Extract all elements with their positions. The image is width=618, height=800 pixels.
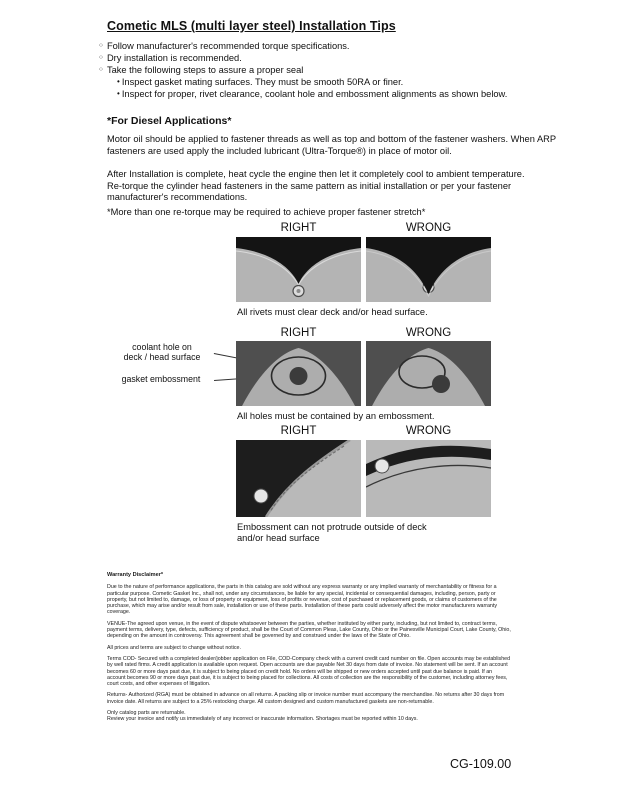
right-label: RIGHT: [280, 425, 317, 437]
circle-bullet-icon: ○: [99, 66, 103, 73]
list-item-text: Take the following steps to assure a proper seal: [106, 65, 304, 75]
rivet-right-diagram: [236, 237, 361, 302]
disclaimer-paragraph: Terms COD- Secured with a completed dealer/jobber application on File, COD-Company check with a current credit card number on file. Open accounts may be established by well rated firms. A credit application is available upon request. Open accounts are due payable Net 30 days from date of invoice. No statement will be sent. If an account becomes 60 or more days past due, it is subject to being placed on credit hold. No orders will be shipped or new orders accepted until past due balance is paid. If an account becomes 90 or more days past due, it is subject to being placed for collections. All costs of collection are the responsibility of the customer, including attorney fees, court costs, and other expenses of litigation.: [107, 655, 511, 688]
list-item: [99, 64, 579, 76]
list-item: [99, 52, 579, 64]
callout-line: deck / head surface: [123, 352, 201, 362]
rivet-caption: All rivets must clear deck and/or head surface.: [237, 307, 428, 317]
retorque-note: *More than one re-torque may be required to achieve proper fastener stretch*: [107, 207, 426, 217]
list-item: [99, 40, 579, 52]
gasket-embossment-callout: gasket embossment: [121, 374, 201, 384]
heat-cycle-paragraph: After Installation is complete, heat cycle the engine then let it completely cool to ambient temperature. Re-torque the cylinder head fasteners in the same pattern as initial installation or per your fastener manufacturer's recommendations.: [107, 169, 525, 202]
list-item-text: Inspect gasket mating surfaces. They must be smooth 50RA or finer.: [121, 77, 404, 87]
list-item: [99, 88, 579, 100]
callout-line: coolant hole on: [132, 342, 192, 352]
diesel-applications-heading: *For Diesel Applications*: [107, 115, 232, 127]
coolant-hole-callout: [110, 342, 214, 362]
disclaimer-paragraph: Returns- Authorized (RGA) must be obtained in advance on all returns. A packing slip or invoice number must accompany the merchandise. No returns after 30 days from invoice date. All returns are subject to a 25% restocking charge. All custom designed and custom manufactured gaskets are non-returnable.: [107, 692, 505, 705]
right-label: RIGHT: [280, 222, 317, 234]
list-item-text: Follow manufacturer's recommended torque specifications.: [106, 41, 350, 51]
coolant-hole-wrong-diagram: [366, 341, 491, 406]
tips-list: [99, 40, 579, 100]
coolant-hole-right-diagram: [236, 341, 361, 406]
disclaimer-paragraph: Review your invoice and notify us immediately of any incorrect or inaccurate information. Shortages must be reported within 10 days.: [107, 716, 418, 723]
rivet-right-illustration: [236, 237, 361, 302]
list-item-text: Dry installation is recommended.: [106, 53, 242, 63]
embossment-right-illustration: [236, 440, 361, 517]
right-label: RIGHT: [280, 327, 317, 339]
warranty-disclaimer: [107, 572, 511, 728]
disclaimer-paragraph: Only catalog parts are returnable.: [107, 710, 186, 717]
wrong-label: WRONG: [405, 425, 452, 437]
page-title: Cometic MLS (multi layer steel) Installation Tips: [107, 19, 396, 33]
circle-bullet-icon: ○: [99, 42, 103, 49]
disclaimer-paragraph: All prices and terms are subject to change without notice.: [107, 644, 241, 651]
coolant-hole-caption: All holes must be contained by an embossment.: [237, 411, 435, 421]
embossment-wrong-illustration: [366, 440, 491, 517]
motor-oil-paragraph: Motor oil should be applied to fastener threads as well as top and bottom of the fastener washers. When ARP fasteners are used apply the included lubricant (Ultra-Torque®) in place of motor oil.: [107, 134, 556, 156]
disclaimer-paragraph: Due to the nature of performance applications, the parts in this catalog are sold without any express warranty or any implied warranty of merchantability or fitness for a particular purpose. Cometic Gasket Inc., shall not, under any circumstances, be liable for any special, incidental or consequential damages, including, person, party or property, but not limited to, damage, or loss of property or equipment, loss of profits or revenue, cost of purchased or replacement goods, or claims of customers of the purchase, which may arise and/or result from sale, installation or use of these parts. Installation of these parts could adversely affect the motor manufacturers warranty coverage.: [107, 584, 498, 616]
coolant-hole-right-illustration: [236, 341, 361, 406]
list-item: [99, 76, 579, 88]
catalog-page-code: CG-109.00: [450, 757, 512, 771]
embossment-wrong-diagram: [366, 440, 491, 517]
disclaimer-heading: Warranty Disclaimer*: [107, 572, 164, 578]
wrong-label: WRONG: [405, 222, 452, 234]
embossment-caption: Embossment can not protrude outside of deck and/or head surface: [237, 522, 427, 543]
list-item-text: Inspect for proper, rivet clearance, coolant hole and embossment alignments as shown below.: [121, 89, 508, 99]
rivet-wrong-diagram: [366, 237, 491, 302]
circle-bullet-icon: ○: [99, 54, 103, 61]
embossment-right-diagram: [236, 440, 361, 517]
dot-bullet-icon: •: [117, 89, 120, 98]
rivet-wrong-illustration: [366, 237, 491, 302]
dot-bullet-icon: •: [117, 77, 120, 86]
disclaimer-paragraph: VENUE-The agreed upon venue, in the event of dispute whatsoever between the parties, whether instituted by either party, including, but not limited to, contract terms, payment terms, delivery, type, defects, sufficiency of product, shall be the Court of Common Pleas, Lake County, Ohio or the Painesville Municipal Court, Lake County, Ohio, depending on the amount in controversy. This agreement shall be governed by and construed under the laws of the State of Ohio.: [107, 620, 511, 640]
coolant-hole-wrong-illustration: [366, 341, 491, 406]
wrong-label: WRONG: [405, 327, 452, 339]
